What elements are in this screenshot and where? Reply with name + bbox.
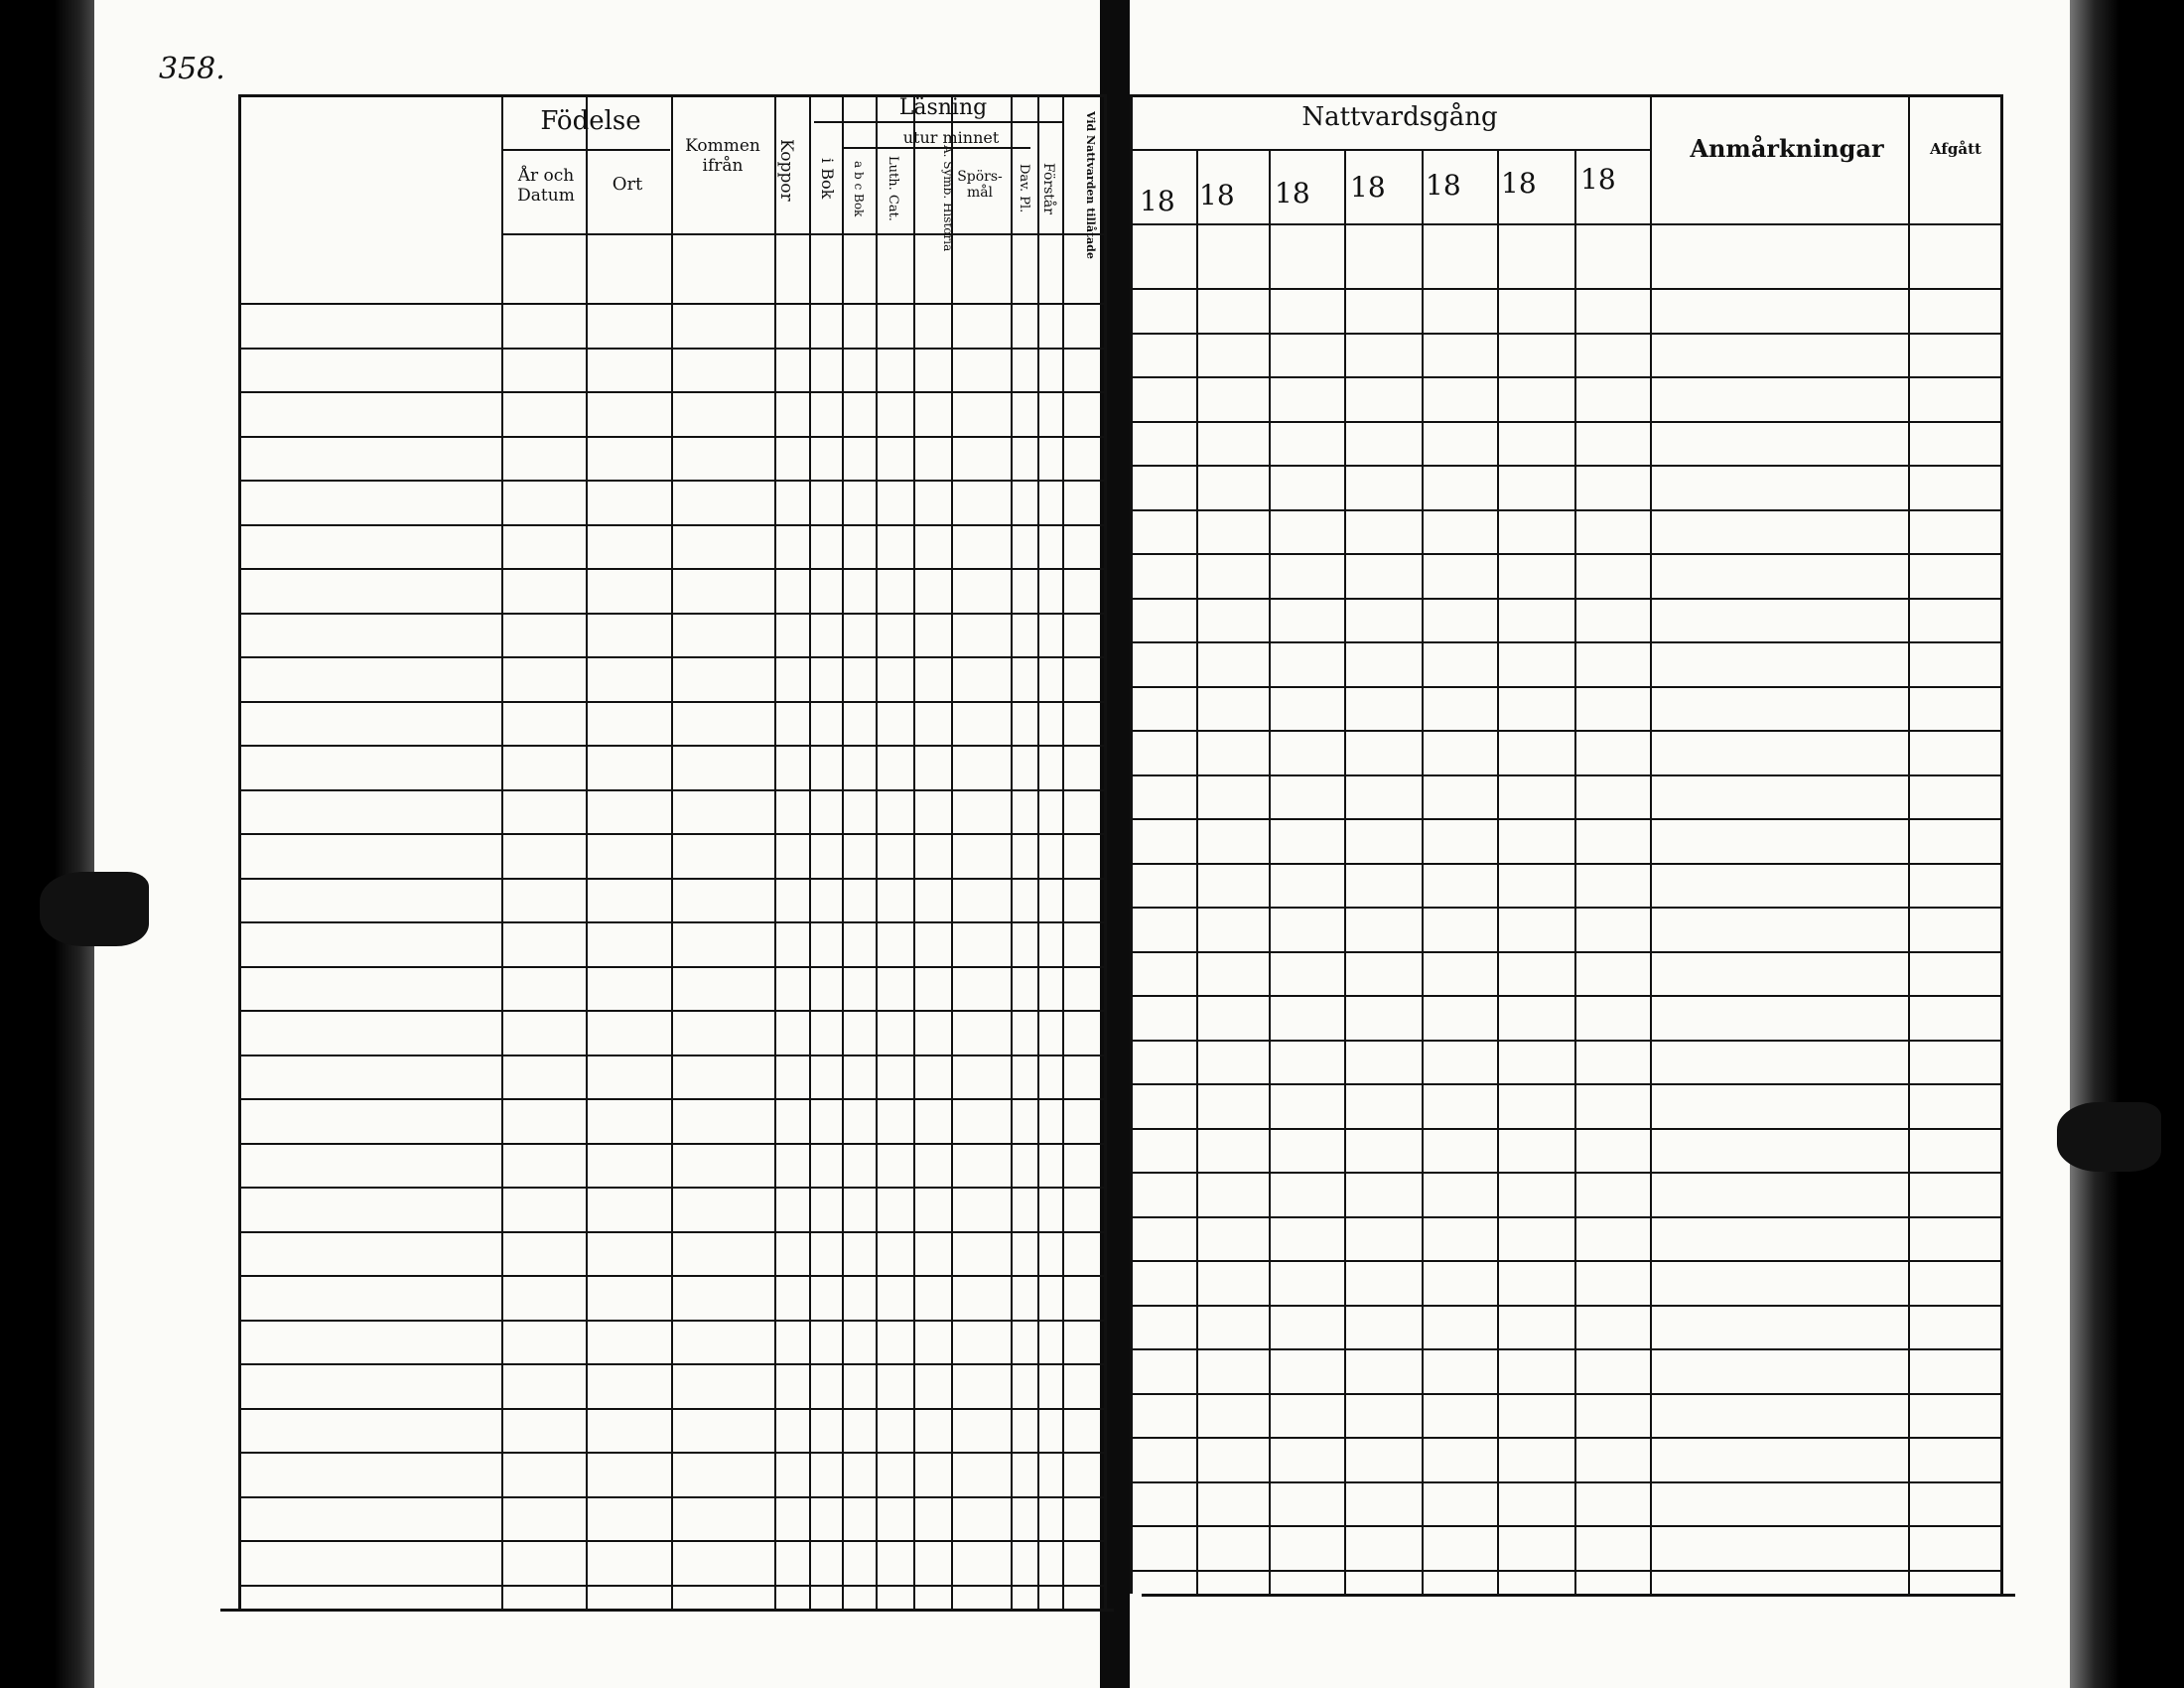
row-rule xyxy=(238,1187,1104,1189)
column-rule xyxy=(951,94,953,1609)
row-rule xyxy=(238,745,1104,747)
row-rule xyxy=(1130,1172,2000,1174)
row-rule xyxy=(1130,951,2000,953)
column-rule xyxy=(671,94,673,1609)
column-rule xyxy=(1574,149,1576,1594)
row-rule xyxy=(238,613,1104,615)
column-rule xyxy=(1062,94,1064,1609)
header-afgatt: Afgått xyxy=(1930,140,1981,158)
header-vid-nattvarden: Vid Nattvarden tillåtade xyxy=(1084,111,1097,259)
header-abc-bok: a b c Bok xyxy=(852,160,866,217)
row-rule xyxy=(1130,730,2000,732)
row-rule xyxy=(238,436,1104,438)
row-rule xyxy=(1130,1570,2000,1572)
table-border-left xyxy=(1130,94,1133,1594)
year-label-1: 18 xyxy=(1140,185,1175,217)
header-ort: Ort xyxy=(612,174,643,195)
row-rule xyxy=(1130,1083,2000,1085)
header-ar-och-datum: År och Datum xyxy=(517,166,575,206)
row-rule xyxy=(1130,818,2000,820)
column-rule xyxy=(1037,94,1039,1609)
row-rule xyxy=(238,833,1104,835)
column-rule xyxy=(1344,149,1346,1594)
row-rule xyxy=(238,701,1104,703)
table-border-right xyxy=(2000,94,2003,1594)
column-rule xyxy=(1908,149,1910,1594)
row-rule xyxy=(1130,376,2000,378)
row-rule xyxy=(1130,1437,2000,1439)
column-rule xyxy=(586,94,588,1609)
row-rule xyxy=(238,1452,1104,1454)
row-rule xyxy=(238,1143,1104,1145)
row-rule xyxy=(238,1540,1104,1542)
table-border-right xyxy=(1104,94,1107,1609)
table-border-top xyxy=(1130,94,2000,97)
header-utur-minnet: utur minnet xyxy=(902,128,1000,147)
year-label-2: 18 xyxy=(1199,179,1235,211)
row-rule xyxy=(1130,553,2000,555)
row-rule xyxy=(1130,1128,2000,1130)
row-rule xyxy=(238,789,1104,791)
row-rule xyxy=(1130,1481,2000,1483)
header-rule xyxy=(501,149,670,151)
row-rule xyxy=(1130,1260,2000,1262)
row-rule xyxy=(238,1320,1104,1322)
row-rule xyxy=(238,568,1104,570)
row-rule xyxy=(238,656,1104,658)
row-rule xyxy=(238,1010,1104,1012)
year-label-3: 18 xyxy=(1275,177,1310,210)
header-a-symb: A. Symb. Historia xyxy=(941,145,955,252)
row-rule xyxy=(238,1585,1104,1587)
column-rule xyxy=(1196,149,1198,1594)
row-rule xyxy=(238,1055,1104,1056)
header-koppor: Koppor xyxy=(776,138,796,202)
book-edge-right xyxy=(2070,0,2184,1688)
row-rule xyxy=(1130,598,2000,600)
header-forstar: Förstår xyxy=(1040,163,1056,214)
year-label-5: 18 xyxy=(1426,169,1461,202)
column-rule xyxy=(876,94,878,1609)
header-kommen-ifran: Kommen ifrån xyxy=(685,136,760,176)
row-rule xyxy=(1130,333,2000,335)
column-rule xyxy=(501,94,503,1609)
row-rule xyxy=(238,348,1104,350)
binding-clip-left xyxy=(40,872,149,946)
column-rule xyxy=(1497,149,1499,1594)
row-rule xyxy=(238,1098,1104,1100)
row-rule xyxy=(238,1231,1104,1233)
row-rule xyxy=(238,1275,1104,1277)
header-rule xyxy=(1130,149,1650,151)
column-rule xyxy=(1650,149,1652,1594)
column-rule xyxy=(1422,149,1424,1594)
row-rule xyxy=(238,303,1104,305)
page-number: 358. xyxy=(159,52,225,86)
row-rule xyxy=(238,391,1104,393)
column-rule xyxy=(1650,94,1652,154)
header-i-bok: i Bok xyxy=(818,158,837,200)
header-lasning: Läsning xyxy=(898,95,988,120)
row-rule xyxy=(1130,1348,2000,1350)
header-luth-cat: Luth. Cat. xyxy=(886,156,900,221)
row-rule xyxy=(1130,686,2000,688)
row-rule xyxy=(238,1363,1104,1365)
row-rule xyxy=(238,878,1104,880)
binding-clip-right xyxy=(2057,1102,2161,1172)
row-rule xyxy=(1130,421,2000,423)
column-rule xyxy=(913,94,915,1609)
header-dav-pl: Dav. Pl. xyxy=(1017,164,1031,213)
row-rule xyxy=(1130,1305,2000,1307)
header-rule xyxy=(1130,223,2000,225)
year-label-6: 18 xyxy=(1501,167,1537,200)
table-border-left xyxy=(238,94,241,1609)
row-rule xyxy=(238,480,1104,482)
row-rule xyxy=(1130,995,2000,997)
row-rule xyxy=(238,524,1104,526)
row-rule xyxy=(238,921,1104,923)
row-rule xyxy=(1130,1040,2000,1042)
header-fodelse: Födelse xyxy=(540,106,641,136)
row-rule xyxy=(1130,509,2000,511)
column-rule xyxy=(842,94,844,1609)
column-rule xyxy=(1269,149,1271,1594)
row-rule xyxy=(1130,1216,2000,1218)
row-rule xyxy=(1130,641,2000,643)
row-rule xyxy=(1130,465,2000,467)
table-border-bottom xyxy=(220,1609,1114,1612)
header-rule xyxy=(501,233,1104,235)
row-rule xyxy=(238,966,1104,968)
header-anmarkningar: Anmårkningar xyxy=(1690,134,1884,163)
column-rule xyxy=(1011,94,1013,1609)
header-rule xyxy=(814,121,1062,123)
row-rule xyxy=(1130,288,2000,290)
row-rule xyxy=(1130,1525,2000,1527)
row-rule xyxy=(1130,907,2000,909)
header-nattvardsgang: Nattvardsgång xyxy=(1301,102,1498,132)
column-rule xyxy=(809,94,811,1609)
book-edge-left xyxy=(0,0,99,1688)
left-page xyxy=(94,0,1112,1688)
table-border-bottom xyxy=(1142,1594,2015,1597)
year-label-7: 18 xyxy=(1580,163,1616,196)
year-label-4: 18 xyxy=(1350,171,1386,204)
column-rule xyxy=(774,94,776,1609)
row-rule xyxy=(238,1496,1104,1498)
row-rule xyxy=(1130,863,2000,865)
right-page xyxy=(1122,0,2075,1688)
row-rule xyxy=(1130,774,2000,776)
header-sporsmal: Spörs-mål xyxy=(957,169,1003,202)
row-rule xyxy=(238,1408,1104,1410)
row-rule xyxy=(1130,1393,2000,1395)
